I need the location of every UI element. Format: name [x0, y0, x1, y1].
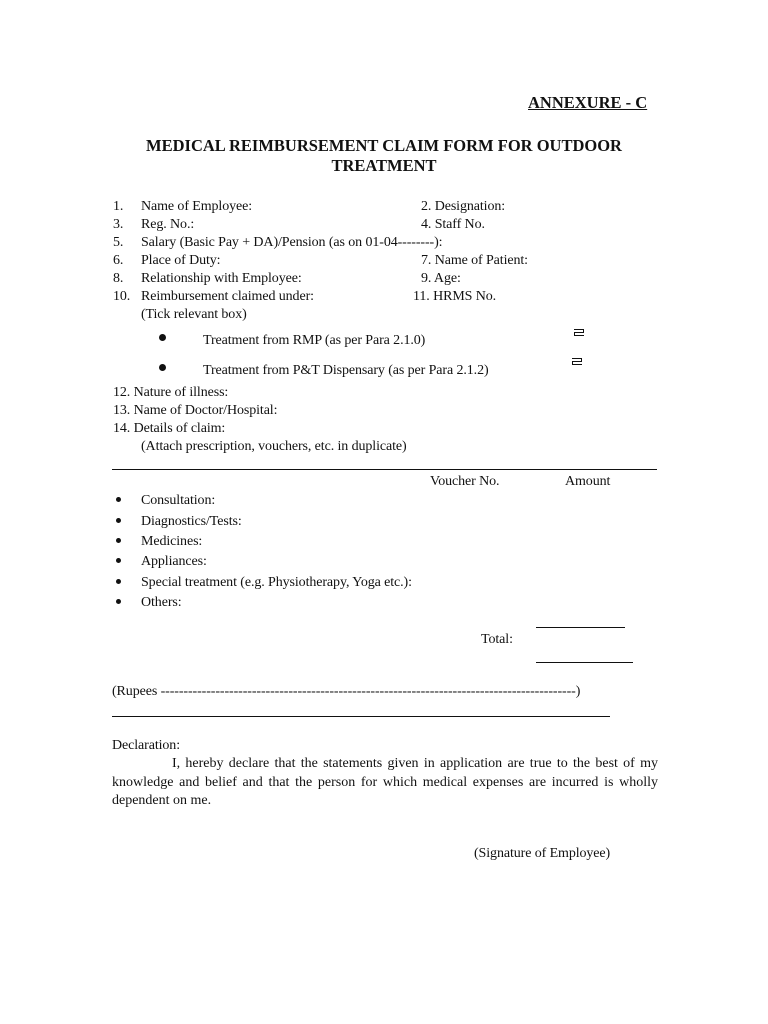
field-name-of-employee: Name of Employee:: [141, 199, 253, 214]
list-item: Appliances:: [141, 554, 207, 569]
field-reg-no: Reg. No.:: [141, 217, 195, 232]
list-item: Medicines:: [141, 534, 203, 549]
signature-label: (Signature of Employee): [474, 846, 611, 861]
field-5-number: 5.: [113, 235, 124, 250]
field-details-of-claim: 14. Details of claim:: [113, 421, 226, 436]
tick-note: (Tick relevant box): [141, 307, 247, 322]
field-3-number: 3.: [113, 217, 124, 232]
bullet-icon: [159, 334, 166, 341]
field-salary: Salary (Basic Pay + DA)/Pension (as on 01-04--------):: [141, 235, 443, 250]
total-lower-rule: [536, 662, 633, 663]
rupees-rule: [112, 716, 610, 717]
option-pt-label: Treatment from P&T Dispensary (as per Para 2.1.2): [203, 363, 489, 378]
column-voucher-no: Voucher No.: [430, 474, 500, 489]
checkbox-pt[interactable]: [572, 358, 582, 365]
bullet-icon: [116, 518, 121, 523]
list-item: Others:: [141, 595, 182, 610]
form-title: MEDICAL REIMBURSEMENT CLAIM FORM FOR OUTDOOR TREATMENT: [146, 136, 622, 175]
field-10-number: 10.: [113, 289, 131, 304]
option-rmp-label: Treatment from RMP (as per Para 2.1.0): [203, 333, 426, 348]
declaration-text: [112, 755, 658, 811]
field-hrms-no: 11. HRMS No.: [413, 289, 497, 304]
bullet-icon: [116, 538, 121, 543]
declaration-paragraph: I, hereby declare that the statements given in application are true to the best of my knowledge and belief and that the person for which medical expenses are incurred is wholly dependent on me.: [112, 756, 658, 808]
declaration-heading: Declaration:: [112, 738, 180, 753]
field-designation: 2. Designation:: [421, 199, 506, 214]
field-1-number: 1.: [113, 199, 124, 214]
field-doctor-hospital: 13. Name of Doctor/Hospital:: [113, 403, 278, 418]
list-item: Diagnostics/Tests:: [141, 514, 242, 529]
field-reimbursement-claimed-under: Reimbursement claimed under:: [141, 289, 314, 304]
field-staff-no: 4. Staff No.: [421, 217, 485, 232]
total-label: Total:: [481, 632, 513, 647]
bullet-icon: [116, 497, 121, 502]
total-upper-rule: [536, 627, 625, 628]
column-amount: Amount: [565, 474, 611, 489]
field-nature-of-illness: 12. Nature of illness:: [113, 385, 229, 400]
bullet-icon: [116, 599, 121, 604]
table-top-rule: [112, 469, 657, 470]
rupees-line: (Rupees -------------------------------------------------------------------------------------------): [112, 684, 581, 699]
list-item: Special treatment (e.g. Physiotherapy, Yoga etc.):: [141, 575, 412, 590]
field-6-number: 6.: [113, 253, 124, 268]
field-relationship: Relationship with Employee:: [141, 271, 302, 286]
list-item: Consultation:: [141, 493, 216, 508]
annexure-label: ANNEXURE - C: [528, 93, 648, 112]
checkbox-rmp[interactable]: [574, 329, 584, 336]
attach-note: (Attach prescription, vouchers, etc. in duplicate): [141, 439, 407, 454]
bullet-icon: [116, 558, 121, 563]
bullet-icon: [159, 364, 166, 371]
field-name-of-patient: 7. Name of Patient:: [421, 253, 528, 268]
field-8-number: 8.: [113, 271, 124, 286]
field-place-of-duty: Place of Duty:: [141, 253, 221, 268]
bullet-icon: [116, 579, 121, 584]
field-age: 9. Age:: [421, 271, 461, 286]
